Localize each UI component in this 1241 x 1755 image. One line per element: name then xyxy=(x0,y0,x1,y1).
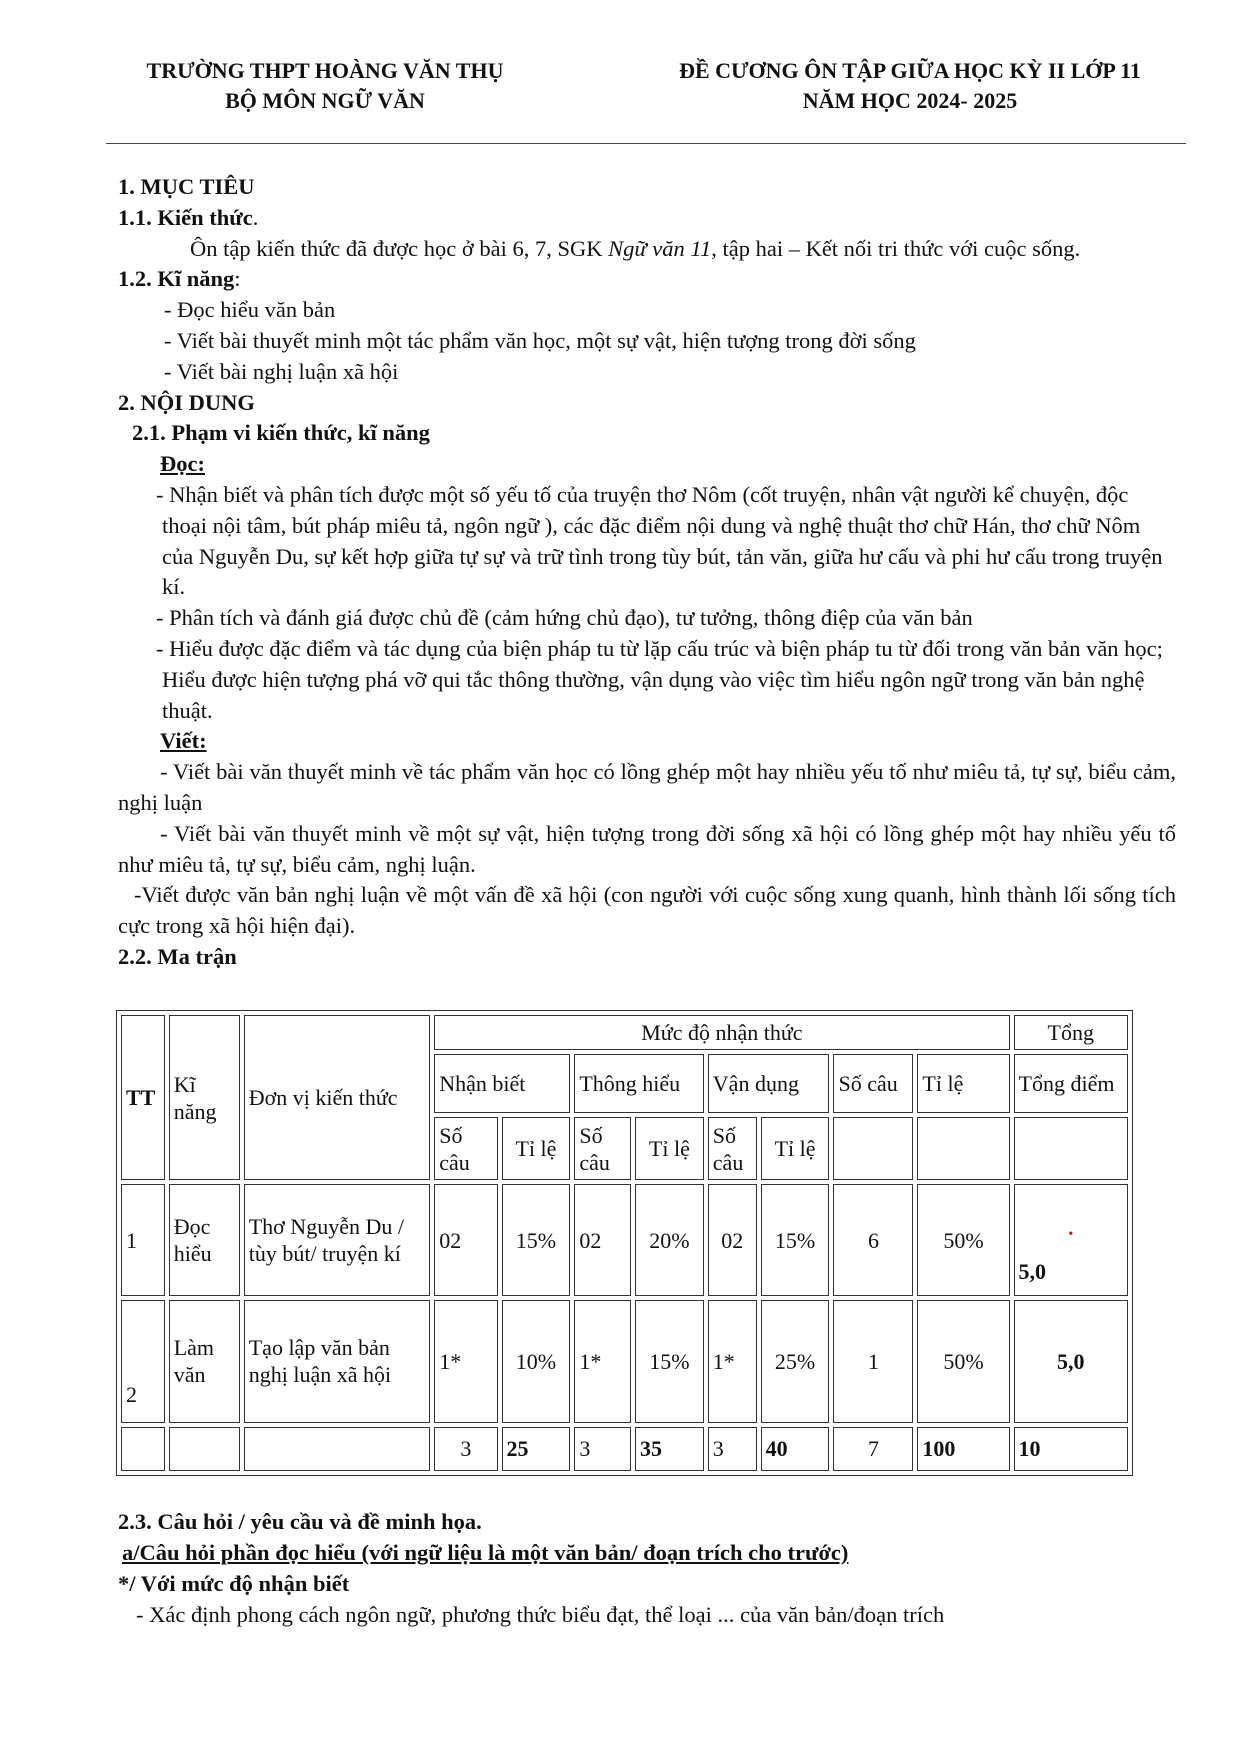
total-recognize-count: 3 xyxy=(434,1427,497,1471)
skills-colon: : xyxy=(234,266,241,292)
row-knowledge-unit: Tạo lập văn bản nghị luận xã hội xyxy=(244,1300,431,1422)
ratio: 50% xyxy=(917,1300,1009,1422)
skills-heading xyxy=(118,264,1176,295)
apply-count: 02 xyxy=(708,1184,757,1296)
section-2-title: 2. NỘI DUNG xyxy=(118,389,255,415)
header-question-count: Số câu xyxy=(833,1054,913,1113)
recognize-count: 02 xyxy=(434,1184,497,1296)
table-total-row xyxy=(121,1427,1128,1471)
table-row xyxy=(121,1184,1128,1296)
total-recognize-ratio: 25 xyxy=(502,1427,571,1471)
total-score: 5,0 xyxy=(1014,1300,1128,1422)
understand-count: 1* xyxy=(574,1300,631,1422)
main-content xyxy=(118,172,1176,973)
header-apply: Vận dụng xyxy=(708,1054,830,1113)
header-recognize: Nhận biết xyxy=(434,1054,570,1113)
header-understand: Thông hiểu xyxy=(574,1054,703,1113)
row-tt: 1 xyxy=(121,1184,165,1296)
knowledge-title: 1.1. Kiến thức xyxy=(118,204,253,230)
skill-item: - Viết bài nghị luận xã hội xyxy=(164,358,399,384)
total-ratio: 100 xyxy=(917,1427,1009,1471)
header-cognitive-level: Mức độ nhận thức xyxy=(434,1015,1009,1050)
skill-item: - Viết bài thuyết minh một tác phẩm văn học, một sự vật, hiện tượng trong đời sống xyxy=(164,327,916,353)
table-row xyxy=(121,1300,1128,1422)
header-sub-ratio: Tỉ lệ xyxy=(502,1117,571,1180)
document-title-block xyxy=(630,56,1190,116)
row-skill: Làm văn xyxy=(169,1300,240,1422)
empty-cell xyxy=(1014,1117,1128,1180)
apply-ratio: 15% xyxy=(761,1184,830,1296)
grand-total-score: 10 xyxy=(1014,1427,1128,1471)
header-sub-count: Số câu xyxy=(708,1117,757,1180)
empty-cell xyxy=(917,1117,1009,1180)
understand-ratio: 15% xyxy=(635,1300,704,1422)
recognition-level-title: */ Với mức độ nhận biết xyxy=(118,1571,350,1596)
row-knowledge-unit: Thơ Nguyễn Du / tùy bút/ truyện kí xyxy=(244,1184,431,1296)
apply-ratio: 25% xyxy=(761,1300,830,1422)
apply-count: 1* xyxy=(708,1300,757,1422)
scope-title: 2.1. Phạm vi kiến thức, kĩ năng xyxy=(132,420,430,446)
total-question-count: 7 xyxy=(833,1427,913,1471)
empty-cell xyxy=(833,1117,913,1180)
knowledge-heading xyxy=(118,203,1176,234)
total-score-cell xyxy=(1014,1184,1128,1296)
matrix-title: 2.2. Ma trận xyxy=(118,943,237,969)
header-knowledge-unit: Đơn vị kiến thức xyxy=(244,1015,431,1180)
recognition-item: - Xác định phong cách ngôn ngữ, phương thức biểu đạt, thể loại ... của văn bản/đoạn trích xyxy=(136,1602,945,1627)
total-apply-ratio: 40 xyxy=(761,1427,830,1471)
school-header xyxy=(100,56,550,116)
row-tt: 2 xyxy=(121,1300,165,1422)
recognize-ratio: 15% xyxy=(502,1184,571,1296)
empty-cell xyxy=(121,1427,165,1471)
reading-label: Đọc: xyxy=(160,451,205,477)
understand-count: 02 xyxy=(574,1184,631,1296)
knowledge-text-b: , tập hai – Kết nối tri thức với cuộc sống. xyxy=(711,235,1081,261)
textbook-name: Ngữ văn 11 xyxy=(608,235,712,261)
header-total: Tổng xyxy=(1014,1015,1128,1050)
red-mark: • xyxy=(1068,1227,1074,1243)
knowledge-dot: . xyxy=(252,204,259,230)
writing-item: - Viết bài văn thuyết minh về một sự vật, hiện tượng trong đời sống xã hội có lồng ghép một hay nhiều yếu tố như miêu tả, tự sự, biểu cảm, nghị luận. xyxy=(118,820,1176,877)
writing-item: -Viết được văn bản nghị luận về một vấn đề xã hội (con người với cuộc sống xung quanh, hình thành lối sống tích cực trong xã hội hiện đại). xyxy=(118,882,1176,939)
school-year: NĂM HỌC 2024- 2025 xyxy=(802,88,1018,113)
knowledge-text-a: Ôn tập kiến thức đã được học ở bài 6, 7, SGK xyxy=(190,235,609,261)
header-sub-count: Số câu xyxy=(434,1117,497,1180)
section-1-title: 1. MỤC TIÊU xyxy=(118,174,255,199)
writing-label: Viết: xyxy=(160,728,207,754)
questions-section xyxy=(118,1506,1176,1630)
reading-item: - Nhận biết và phân tích được một số yếu tố của truyện thơ Nôm (cốt truyện, nhân vật người kể chuyện, độc thoại nội tâm, bút pháp miêu tả, ngôn ngữ ), các đặc điểm nội dung và nghệ thuật thơ chữ Hán, thơ chữ Nôm của Nguyễn Du, sự kết hợp giữa tự sự và trữ tình trong tùy bút, tản văn, giữa hư cấu và phi hư cấu trong truyện kí. xyxy=(156,481,1163,600)
knowledge-text xyxy=(118,234,1176,265)
skill-item: - Đọc hiểu văn bản xyxy=(164,297,336,323)
header-skill: Kĩ năng xyxy=(169,1015,240,1180)
header-sub-count: Số câu xyxy=(574,1117,631,1180)
question-count: 6 xyxy=(833,1184,913,1296)
row-skill: Đọc hiểu xyxy=(169,1184,240,1296)
empty-cell xyxy=(169,1427,240,1471)
ratio: 50% xyxy=(917,1184,1009,1296)
header-sub-ratio: Tỉ lệ xyxy=(761,1117,830,1180)
recognize-count: 1* xyxy=(434,1300,497,1422)
document-title: ĐỀ CƯƠNG ÔN TẬP GIỮA HỌC KỲ II LỚP 11 xyxy=(679,58,1141,83)
header-tt: TT xyxy=(121,1015,165,1180)
header-ratio: Tỉ lệ xyxy=(917,1054,1009,1113)
empty-cell xyxy=(244,1427,431,1471)
header-divider xyxy=(106,143,1186,144)
total-understand-count: 3 xyxy=(574,1427,631,1471)
assessment-matrix-table xyxy=(116,1010,1133,1476)
table-header-row xyxy=(121,1015,1128,1050)
total-score: 5,0 xyxy=(1018,1259,1047,1285)
total-apply-count: 3 xyxy=(708,1427,757,1471)
header-total-score: Tổng điểm xyxy=(1014,1054,1128,1113)
reading-item: - Phân tích và đánh giá được chủ đề (cảm hứng chủ đạo), tư tưởng, thông điệp của văn bản xyxy=(156,605,973,631)
header-sub-ratio: Tỉ lệ xyxy=(635,1117,704,1180)
recognize-ratio: 10% xyxy=(502,1300,571,1422)
school-name: TRƯỜNG THPT HOÀNG VĂN THỤ xyxy=(146,58,504,83)
total-understand-ratio: 35 xyxy=(635,1427,704,1471)
question-count: 1 xyxy=(833,1300,913,1422)
section-2-3-title: 2.3. Câu hỏi / yêu cầu và đề minh họa. xyxy=(118,1509,482,1534)
reading-questions-title: a/Câu hỏi phần đọc hiểu (với ngữ liệu là một văn bản/ đoạn trích cho trước) xyxy=(122,1540,849,1565)
writing-item: - Viết bài văn thuyết minh về tác phẩm văn học có lồng ghép một hay nhiều yếu tố như miêu tả, tự sự, biểu cảm, nghị luận xyxy=(118,759,1176,815)
understand-ratio: 20% xyxy=(635,1184,704,1296)
reading-item: - Hiểu được đặc điểm và tác dụng của biện pháp tu từ lặp cấu trúc và biện pháp tu từ đối trong văn bản văn học; Hiểu được hiện tượng phá vỡ qui tắc thông thường, vận dụng vào việc tìm hiểu ngôn ngữ trong văn bản nghệ thuật. xyxy=(156,635,1163,723)
skills-title: 1.2. Kĩ năng xyxy=(118,266,235,292)
department-name: BỘ MÔN NGỮ VĂN xyxy=(225,88,425,113)
